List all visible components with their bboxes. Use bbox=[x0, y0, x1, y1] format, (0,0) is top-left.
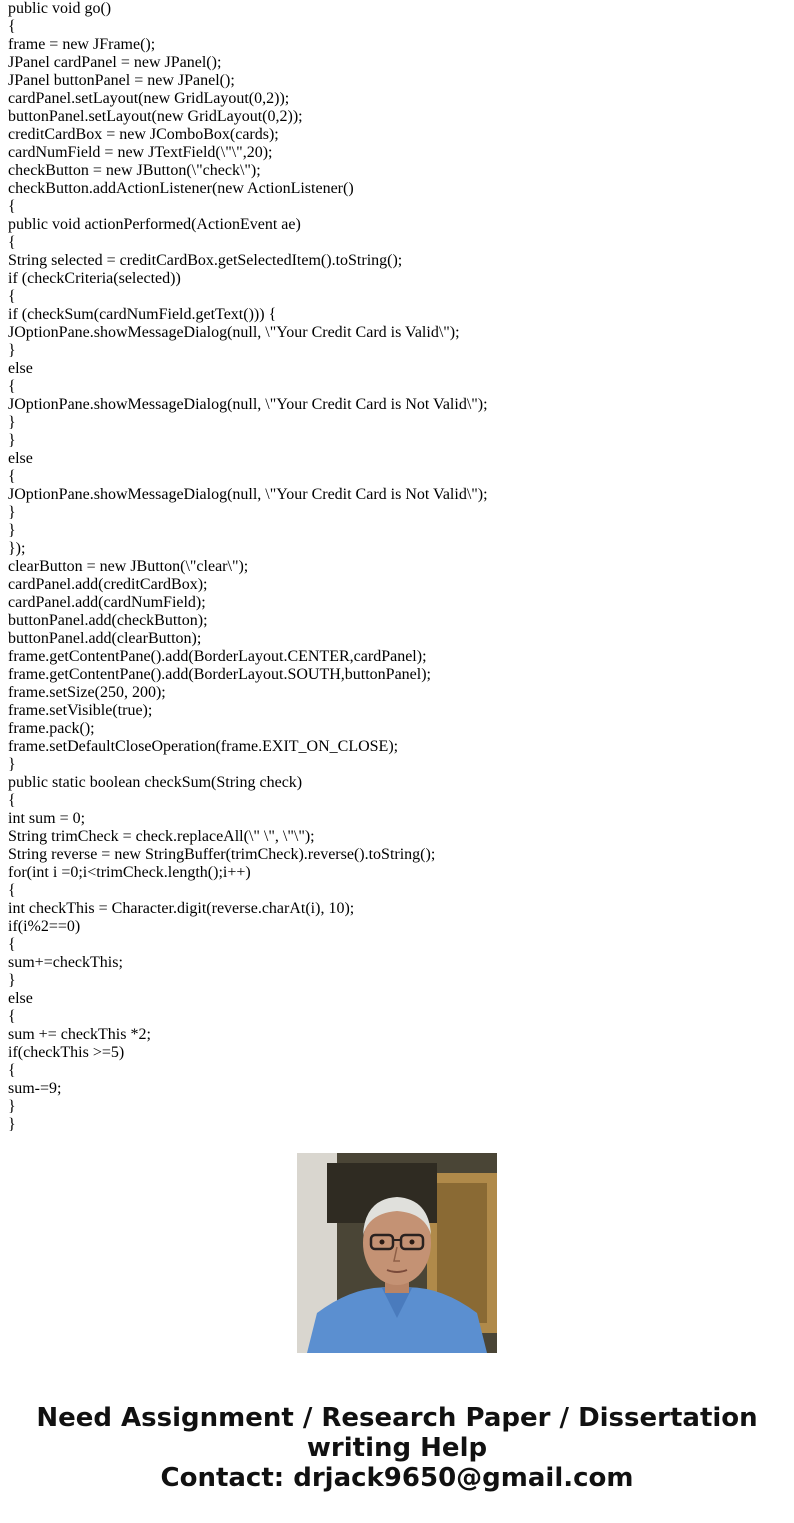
code-line: } bbox=[8, 432, 16, 449]
code-line: String trimCheck = check.replaceAll(\" \", \"\"); bbox=[8, 828, 315, 845]
code-line: String reverse = new StringBuffer(trimCheck).reverse().toString(); bbox=[8, 846, 436, 863]
code-line: { bbox=[8, 468, 16, 485]
code-line: { bbox=[8, 18, 16, 35]
code-line: buttonPanel.setLayout(new GridLayout(0,2)); bbox=[8, 108, 303, 125]
code-line: public static boolean checkSum(String check) bbox=[8, 774, 303, 791]
code-line: cardPanel.add(cardNumField); bbox=[8, 594, 206, 611]
code-line: String selected = creditCardBox.getSelectedItem().toString(); bbox=[8, 252, 403, 269]
code-listing bbox=[8, 0, 788, 1133]
code-line: { bbox=[8, 288, 16, 305]
presenter-photo bbox=[297, 1153, 497, 1353]
code-line: { bbox=[8, 198, 16, 215]
code-line: if(i%2==0) bbox=[8, 918, 81, 935]
code-line: if (checkCriteria(selected)) bbox=[8, 270, 181, 287]
code-line: frame.setSize(250, 200); bbox=[8, 684, 166, 701]
code-line: { bbox=[8, 378, 16, 395]
presenter-avatar bbox=[297, 1153, 497, 1353]
code-line: { bbox=[8, 792, 16, 809]
code-line: sum+=checkThis; bbox=[8, 954, 123, 971]
promo-contact: Contact: drjack9650@gmail.com bbox=[160, 1463, 634, 1493]
code-line: { bbox=[8, 1062, 16, 1079]
code-line: } bbox=[8, 522, 16, 539]
code-line: clearButton = new JButton(\"clear\"); bbox=[8, 558, 249, 575]
code-line: for(int i =0;i<trimCheck.length();i++) bbox=[8, 864, 251, 881]
code-line: { bbox=[8, 936, 16, 953]
code-line: else bbox=[8, 990, 33, 1007]
code-line: { bbox=[8, 882, 16, 899]
code-line: else bbox=[8, 450, 33, 467]
code-line: cardPanel.setLayout(new GridLayout(0,2)); bbox=[8, 90, 290, 107]
code-line: JOptionPane.showMessageDialog(null, \"Your Credit Card is Not Valid\"); bbox=[8, 486, 488, 503]
code-line: { bbox=[8, 1008, 16, 1025]
code-line: JOptionPane.showMessageDialog(null, \"Your Credit Card is Not Valid\"); bbox=[8, 396, 488, 413]
code-line: frame.getContentPane().add(BorderLayout.SOUTH,buttonPanel); bbox=[8, 666, 431, 683]
code-line: frame.setDefaultCloseOperation(frame.EXIT_ON_CLOSE); bbox=[8, 738, 399, 755]
code-line: int sum = 0; bbox=[8, 810, 86, 827]
code-line: JOptionPane.showMessageDialog(null, \"Your Credit Card is Valid\"); bbox=[8, 324, 460, 341]
code-line: { bbox=[8, 234, 16, 251]
code-line: public void actionPerformed(ActionEvent ae) bbox=[8, 216, 301, 233]
code-line: checkButton.addActionListener(new ActionListener() bbox=[8, 180, 354, 197]
code-line: } bbox=[8, 756, 16, 773]
code-line: if (checkSum(cardNumField.getText())) { bbox=[8, 306, 277, 323]
code-line: JPanel buttonPanel = new JPanel(); bbox=[8, 72, 235, 89]
code-line: frame.getContentPane().add(BorderLayout.CENTER,cardPanel); bbox=[8, 648, 427, 665]
code-line: cardNumField = new JTextField(\"\",20); bbox=[8, 144, 273, 161]
code-line: int checkThis = Character.digit(reverse.charAt(i), 10); bbox=[8, 900, 355, 917]
code-line: } bbox=[8, 342, 16, 359]
code-line: checkButton = new JButton(\"check\"); bbox=[8, 162, 261, 179]
code-line: buttonPanel.add(clearButton); bbox=[8, 630, 202, 647]
code-line: frame.pack(); bbox=[8, 720, 95, 737]
code-line: sum-=9; bbox=[8, 1080, 62, 1097]
code-line: public void go() bbox=[8, 0, 112, 17]
code-line: creditCardBox = new JComboBox(cards); bbox=[8, 126, 279, 143]
code-line: } bbox=[8, 1116, 16, 1133]
code-line: frame = new JFrame(); bbox=[8, 36, 156, 53]
promo-banner bbox=[0, 1403, 794, 1493]
code-line: }); bbox=[8, 540, 26, 557]
code-line: if(checkThis >=5) bbox=[8, 1044, 125, 1061]
code-line: sum += checkThis *2; bbox=[8, 1026, 151, 1043]
code-line: cardPanel.add(creditCardBox); bbox=[8, 576, 208, 593]
code-line: } bbox=[8, 414, 16, 431]
code-line: } bbox=[8, 1098, 16, 1115]
code-line: buttonPanel.add(checkButton); bbox=[8, 612, 208, 629]
code-line: JPanel cardPanel = new JPanel(); bbox=[8, 54, 222, 71]
code-line: frame.setVisible(true); bbox=[8, 702, 153, 719]
code-line: } bbox=[8, 972, 16, 989]
promo-line-2: writing Help bbox=[306, 1433, 488, 1463]
promo-line-1: Need Assignment / Research Paper / Dissertation bbox=[36, 1403, 758, 1433]
code-line: } bbox=[8, 504, 16, 521]
code-line: else bbox=[8, 360, 33, 377]
